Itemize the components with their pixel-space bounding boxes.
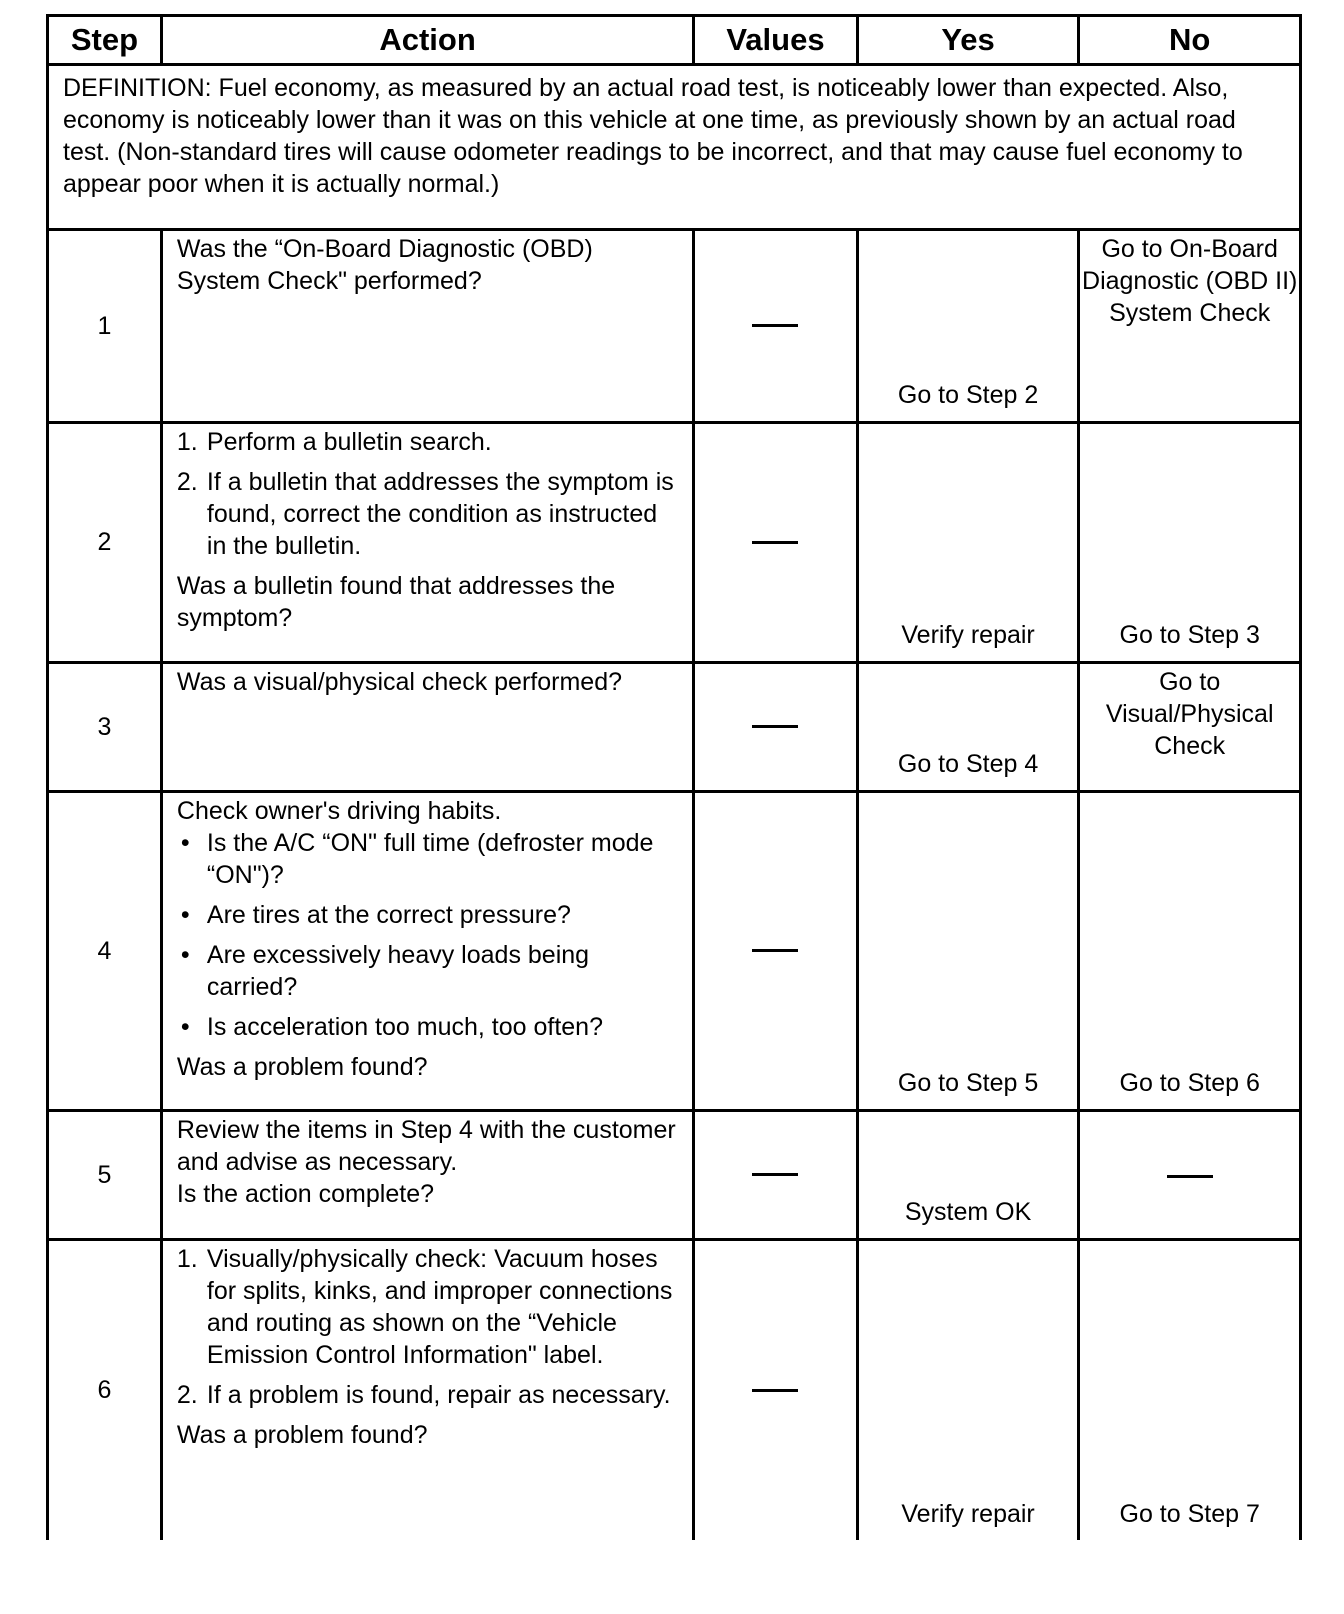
yes-cell: Go to Step 4 — [857, 663, 1079, 792]
table-row — [48, 423, 1301, 663]
diagnostic-table — [46, 14, 1302, 1540]
bullet-item — [177, 899, 682, 931]
no-cell: Go to On-Board Diagnostic (OBD II) System Check — [1079, 230, 1301, 423]
values-cell — [694, 230, 858, 423]
item-text: Is acceleration too much, too often? — [206, 1013, 603, 1041]
dash-mark — [752, 1173, 798, 1176]
item-text: If a problem is found, repair as necessary. — [206, 1381, 671, 1409]
numbered-item — [177, 1243, 682, 1371]
item-text: Are tires at the correct pressure? — [206, 901, 571, 929]
action-intro: Check owner's driving habits. — [176, 797, 502, 825]
item-number: 1. — [176, 428, 198, 456]
step-number: 5 — [48, 1111, 162, 1240]
yes-cell: Go to Step 2 — [857, 230, 1079, 423]
values-cell — [694, 423, 858, 663]
bullet-mark: • — [180, 901, 190, 929]
yes-cell: System OK — [857, 1111, 1079, 1240]
bullet-mark: • — [180, 829, 190, 857]
bullet-item — [177, 939, 682, 1003]
step-number: 1 — [48, 230, 162, 423]
no-cell: Go to Step 3 — [1079, 423, 1301, 663]
values-cell — [694, 792, 858, 1111]
action-cell — [161, 423, 693, 663]
step-number: 3 — [48, 663, 162, 792]
item-text: Visually/physically check: Vacuum hoses for splits, kinks, and improper connections and routing as shown on the “Vehicle Emission Control Information" label. — [206, 1245, 673, 1369]
dash-mark — [752, 949, 798, 952]
diagnostic-table-sheet — [46, 14, 1302, 1540]
values-cell — [694, 1111, 858, 1240]
item-number: 2. — [176, 1381, 198, 1409]
action-text: Review the items in Step 4 with the customer and advise as necessary. — [176, 1116, 676, 1176]
question-text: Was a problem found? — [176, 1053, 428, 1081]
bullet-item — [177, 827, 682, 891]
no-cell: Go to Step 7 — [1079, 1240, 1301, 1540]
yes-cell: Verify repair — [857, 1240, 1079, 1540]
values-cell — [694, 663, 858, 792]
table-row — [48, 1240, 1301, 1540]
definition-text: DEFINITION: Fuel economy, as measured by an actual road test, is noticeably lower than expected. Also, economy is noticeably lower than it was on this vehicle at one time, as previously shown by an actual road test. (Non-standard tires will cause odometer readings to be incorrect, and that may cause fuel economy to appear poor when it is actually normal.) — [48, 65, 1301, 230]
table-row — [48, 663, 1301, 792]
item-text: Perform a bulletin search. — [206, 428, 492, 456]
question-text: Was a problem found? — [176, 1421, 428, 1449]
header-values: Values — [694, 16, 858, 65]
numbered-item — [177, 466, 682, 562]
step-number: 6 — [48, 1240, 162, 1540]
action-cell — [161, 663, 693, 792]
dash-mark — [752, 324, 798, 327]
no-cell: Go to Step 6 — [1079, 792, 1301, 1111]
header-action: Action — [161, 16, 693, 65]
yes-cell: Verify repair — [857, 423, 1079, 663]
no-cell: Go to Visual/Physical Check — [1079, 663, 1301, 792]
action-text: Was a visual/physical check performed? — [176, 668, 622, 696]
item-text: Is the A/C “ON" full time (defroster mode “ON")? — [206, 829, 654, 889]
action-cell — [161, 230, 693, 423]
yes-cell: Go to Step 5 — [857, 792, 1079, 1111]
header-yes: Yes — [857, 16, 1079, 65]
item-number: 2. — [176, 468, 198, 496]
header-no: No — [1079, 16, 1301, 65]
dash-mark — [752, 1389, 798, 1392]
action-cell — [161, 792, 693, 1111]
numbered-item — [177, 426, 682, 458]
dash-mark — [752, 541, 798, 544]
table-row — [48, 230, 1301, 423]
action-cell — [161, 1240, 693, 1540]
header-step: Step — [48, 16, 162, 65]
bullet-item — [177, 1011, 682, 1043]
item-text: If a bulletin that addresses the symptom is found, correct the condition as instructed in the bulletin. — [206, 468, 674, 560]
question-text: Was a bulletin found that addresses the symptom? — [176, 572, 616, 632]
action-text: Was the “On-Board Diagnostic (OBD) System Check" performed? — [176, 235, 593, 295]
numbered-item — [177, 1379, 682, 1411]
item-number: 1. — [176, 1245, 198, 1273]
header-row — [48, 16, 1301, 65]
bullet-mark: • — [180, 941, 190, 969]
bullet-mark: • — [180, 1013, 190, 1041]
definition-row — [48, 65, 1301, 230]
no-cell — [1079, 1111, 1301, 1240]
dash-mark — [752, 725, 798, 728]
step-number: 4 — [48, 792, 162, 1111]
table-row — [48, 792, 1301, 1111]
action-cell — [161, 1111, 693, 1240]
step-number: 2 — [48, 423, 162, 663]
question-text: Is the action complete? — [176, 1180, 434, 1208]
item-text: Are excessively heavy loads being carried? — [206, 941, 590, 1001]
dash-mark — [1167, 1175, 1213, 1178]
values-cell — [694, 1240, 858, 1540]
table-row — [48, 1111, 1301, 1240]
